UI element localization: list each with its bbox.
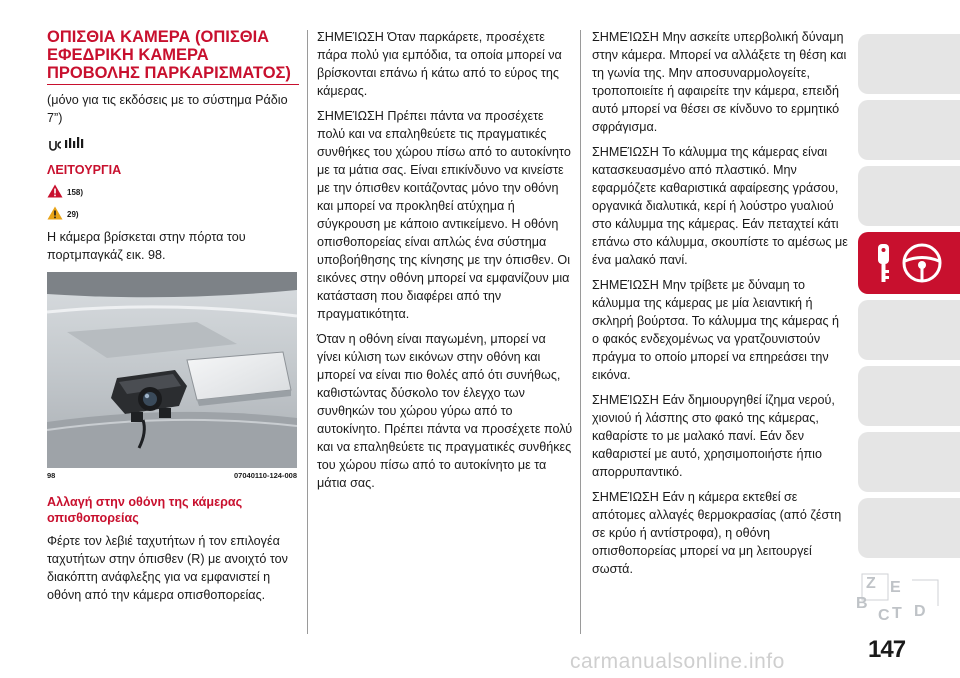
- note-paragraph: Όταν η οθόνη είναι παγωμένη, μπορεί να γίνει κύλιση των εικόνων στην οθόνη και μπορεί να είναι πιο θολές από ότι συνήθως, καθιστώντας δύσκολο τον έλεγχο των συνθηκών του χώρου γύρω από το αυτοκίνητο. Πρέπει πάντα να προσέχετε πολύ και να επαληθεύετε τις πραγματικές συνθήκες του χώρου πίσω από το αυτοκίνητο με τα μάτια σας.: [317, 332, 573, 490]
- figure-number: 98: [47, 471, 56, 480]
- sidebar-tab[interactable]: [858, 34, 960, 94]
- title-underline: [47, 84, 299, 85]
- sidebar-tab[interactable]: [858, 300, 960, 360]
- note-paragraph: ΣΗΜΕΊΩΣΗ Πρέπει πάντα να προσέχετε πολύ και να επαληθεύετε τις πραγματικές συνθήκες του χώρου πίσω από το αυτοκίνητο με τα μάτια σας. Είναι επικίνδυνο να κινείστε με την όπισθεν κοιτάζοντας μόνο την οθόνη και μπορεί να προκληθεί ατύχημα ή σύγκρουση με κάποιο αντικείμενο. Η οθόνη οπισθοπορείας είναι απλώς ένα σύστημα υποβοήθησης της κίνησης με την όπισθεν. Οι εικόνες στην οθόνη μπορεί να εμφανίζουν μια κατάσταση που διαφέρει από την πραγματικότητα.: [317, 109, 571, 321]
- rear-camera-photo: [47, 272, 297, 468]
- figure-caption: [47, 471, 297, 480]
- figure-code: 07040110-124-008: [234, 471, 297, 480]
- caution-ref-number: 29): [67, 209, 79, 219]
- note-paragraph: ΣΗΜΕΊΩΣΗ Εάν η κάμερα εκτεθεί σε απότομες αλλαγές θερμοκρασίας (από ζέστη σε κρύο ή αντίστροφα), η οθόνη οπισθοπορείας μπορεί να μη λειτουργεί σωστά.: [592, 490, 842, 576]
- activation-text: Φέρτε τον λεβιέ ταχυτήτων ή τον επιλογέα ταχυτήτων στην όπισθεν (R) με ανοιχτό τον διακόπτη ανάφλεξης για να εμφανιστεί η οθόνη από την κάμερα οπισθοπορείας.: [47, 534, 288, 602]
- note-paragraph: ΣΗΜΕΊΩΣΗ Το κάλυμμα της κάμερας είναι κατασκευασμένο από πλαστικό. Μην εφαρμόζετε καθαριστικά αφαίρεσης γράσου, οργανικά διαλυτικά, κερί ή λούστρο γυαλιού στο κάλυμμα της κάμερας. Εάν πεταχτεί κάτι επάνω στο κάλυμμα, σκουπίστε το αμέσως με ένα μαλακό πανί.: [592, 145, 848, 267]
- index-letter: C: [878, 607, 890, 624]
- activation-heading: Αλλαγή στην οθόνη της κάμερας οπισθοπορείας: [47, 495, 243, 525]
- right-column: [592, 28, 848, 585]
- note-paragraph: ΣΗΜΕΊΩΣΗ Μην τρίβετε με δύναμη το κάλυμμα της κάμερας με μία λειαντική ή σκληρή βούρτσα. Το κάλυμμα της κάμερας ή ο φακός ενδεχομένως να γρατζουνιστούν πράγμα το οποίο μπορεί να επηρεάσει την εικόνα.: [592, 278, 840, 382]
- section-title: ΟΠΙΣΘΙΑ ΚΑΜΕΡΑ (ΟΠΙΣΘΙΑ ΕΦΕΔΡΙΚΗ ΚΑΜΕΡΑ ΠΡΟΒΟΛΗΣ ΠΑΡΚΑΡΙΣΜΑΤΟΣ): [47, 28, 291, 82]
- left-column: [47, 28, 297, 611]
- note-paragraph: ΣΗΜΕΊΩΣΗ Εάν δημιουργηθεί ίζημα νερού, χιονιού ή λάσπης στο φακό της κάμερας, καθαρίστε το με μαλακό πανί. Εάν δεν καθαριστεί με αυτό, χρησιμοποιήστε ήπιο απορρυπαντικό.: [592, 393, 835, 479]
- camera-location-text: Η κάμερα βρίσκεται στην πόρτα του πορτμπαγκάζ εικ. 98.: [47, 230, 246, 262]
- column-separator: [307, 30, 308, 634]
- key-and-steering-wheel-icon: [872, 240, 948, 291]
- note-paragraph: ΣΗΜΕΊΩΣΗ Όταν παρκάρετε, προσέχετε πάρα πολύ για εμπόδια, τα οποία μπορεί να βρίσκονται επάνω ή κάτω από το εύρος της κάμερας.: [317, 30, 562, 98]
- index-letter: B: [856, 595, 868, 612]
- middle-column: [317, 28, 573, 499]
- warning-ref-number: 158): [67, 187, 84, 197]
- warning-triangle-icon: [47, 184, 67, 200]
- index-letter: D: [914, 603, 926, 620]
- sidebar-tab[interactable]: [858, 432, 960, 492]
- sidebar-tab[interactable]: [858, 100, 960, 160]
- page-number: 147: [868, 636, 906, 663]
- sidebar-tab[interactable]: [858, 166, 960, 226]
- note-paragraph: ΣΗΜΕΊΩΣΗ Μην ασκείτε υπερβολική δύναμη στην κάμερα. Μπορεί να αλλάξετε τη θέση και τη γωνία της. Μην αποσυναρμολογείτε, τροποποιείτε ή αφαιρείτε την κάμερα, επειδή αυτό μπορεί να θέσει σε κίνδυνο το ερμητικό σφράγισμα.: [592, 30, 847, 134]
- index-letters-graphic: [852, 566, 944, 626]
- column-separator: [580, 30, 581, 634]
- sidebar-tab[interactable]: [858, 498, 960, 558]
- intro-text: (μόνο για τις εκδόσεις με το σύστημα Ράδιο 7”): [47, 93, 288, 125]
- uconnect-logo-icon: [47, 135, 297, 153]
- watermark: carmanualsonline.info: [570, 650, 785, 673]
- caution-reference: [47, 206, 297, 222]
- caution-triangle-icon: [47, 206, 67, 222]
- warning-reference: [47, 184, 297, 200]
- index-letter: E: [890, 579, 901, 596]
- sidebar-tab-active[interactable]: [858, 232, 960, 294]
- operation-heading: ΛΕΙΤΟΥΡΓΙΑ: [47, 163, 122, 177]
- sidebar-tab[interactable]: [858, 366, 960, 426]
- index-letter: Z: [866, 575, 876, 592]
- index-letter: T: [892, 605, 902, 622]
